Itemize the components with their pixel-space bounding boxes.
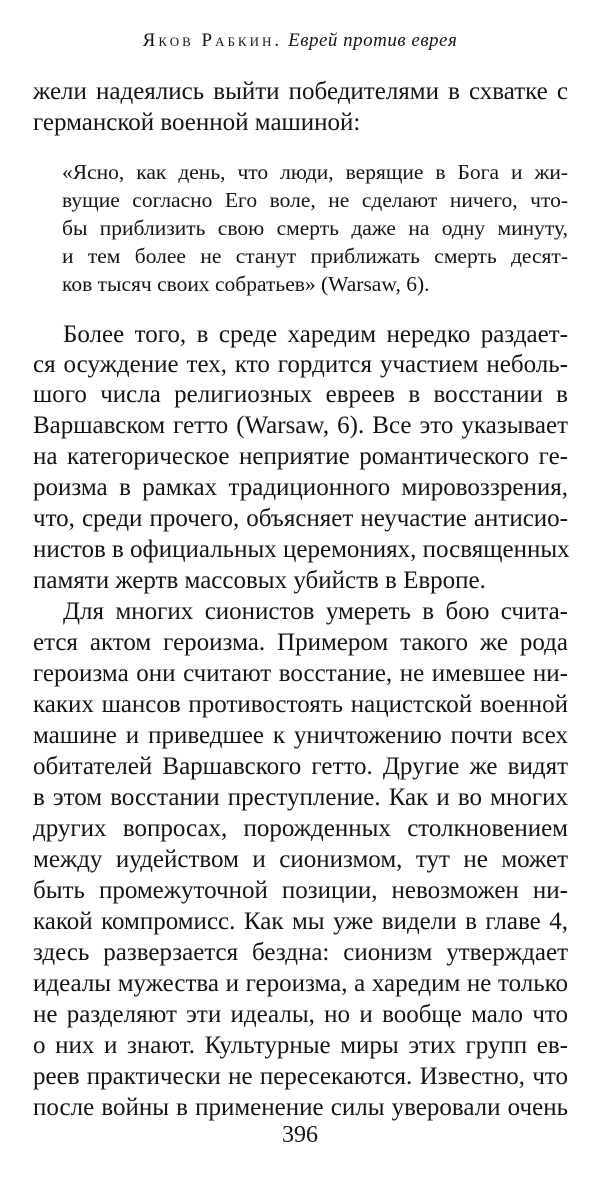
quote-line: «Ясно, как день, что люди, верящие в Бога и жи- [62, 160, 568, 184]
body-line: на категорическое неприятие романтического ге- [33, 443, 568, 470]
body-line: после войны в применение силы уверовали очень [33, 1094, 568, 1121]
header-title: Еврей против еврея [288, 30, 458, 51]
body-line: о них и знают. Культурные миры этих групп ев- [33, 1032, 568, 1059]
quote-line: вущие согласно Его воле, не сделают ничего, что- [62, 188, 568, 212]
body-line: Более того, в среде харедим нередко раздает- [63, 321, 568, 348]
body-line: шого числа религиозных евреев в восстании в [33, 381, 568, 408]
body-line: в этом восстании преступление. Как и во многих [33, 784, 568, 811]
body-line: роизма в рамках традиционного мировоззрения, [33, 474, 568, 501]
body-line: реев практически не пересекаются. Известно, что [33, 1063, 568, 1090]
body-line: жели надеялись выйти победителями в схватке с [33, 78, 568, 105]
body-line: ется актом героизма. Примером такого же рода [33, 629, 568, 656]
body-line: памяти жертв массовых убийств в Европе. [33, 567, 486, 594]
body-line: других вопросах, порожденных столкновением [33, 815, 568, 842]
quote-line: и тем более не станут приближать смерть десят- [62, 244, 568, 268]
quote-line: ков тысяч своих собратьев» (Warsaw, 6). [62, 272, 430, 296]
body-line: не разделяют эти идеалы, но и вообще мало что [33, 1001, 568, 1028]
running-header [0, 30, 600, 52]
body-line: здесь разверзается бездна: сионизм утверждает [33, 939, 568, 966]
body-line: какой компромисс. Как мы уже видели в главе 4, [33, 908, 568, 935]
body-line: между иудейством и сионизмом, тут не может [33, 846, 568, 873]
page-number: 396 [282, 1122, 318, 1148]
body-line: машине и приведшее к уничтожению почти всех [33, 722, 568, 749]
body-line: ся осуждение тех, кто гордится участием неболь- [33, 351, 568, 378]
body-line: что, среди прочего, объясняет неучастие антисио- [33, 505, 568, 532]
body-line: нистов в официальных церемониях, посвященных [33, 536, 570, 563]
body-line: каких шансов противостоять нацистской военной [33, 691, 568, 718]
body-line: Для многих сионистов умереть в бою счита- [63, 598, 568, 625]
body-line: героизма они считают восстание, не имевшее ни- [33, 660, 568, 687]
header-author: Яков Рабкин. [142, 30, 283, 51]
body-line: быть промежуточной позиции, невозможен ни- [33, 877, 568, 904]
body-line: германской военной машиной: [33, 109, 361, 136]
body-line: обитателей Варшавского гетто. Другие же видят [33, 753, 568, 780]
body-line: идеалы мужества и героизма, а харедим не только [33, 970, 568, 997]
body-line: Варшавском гетто (Warsaw, 6). Все это указывает [33, 412, 568, 439]
quote-line: бы приблизить свою смерть даже на одну минуту, [62, 216, 568, 240]
